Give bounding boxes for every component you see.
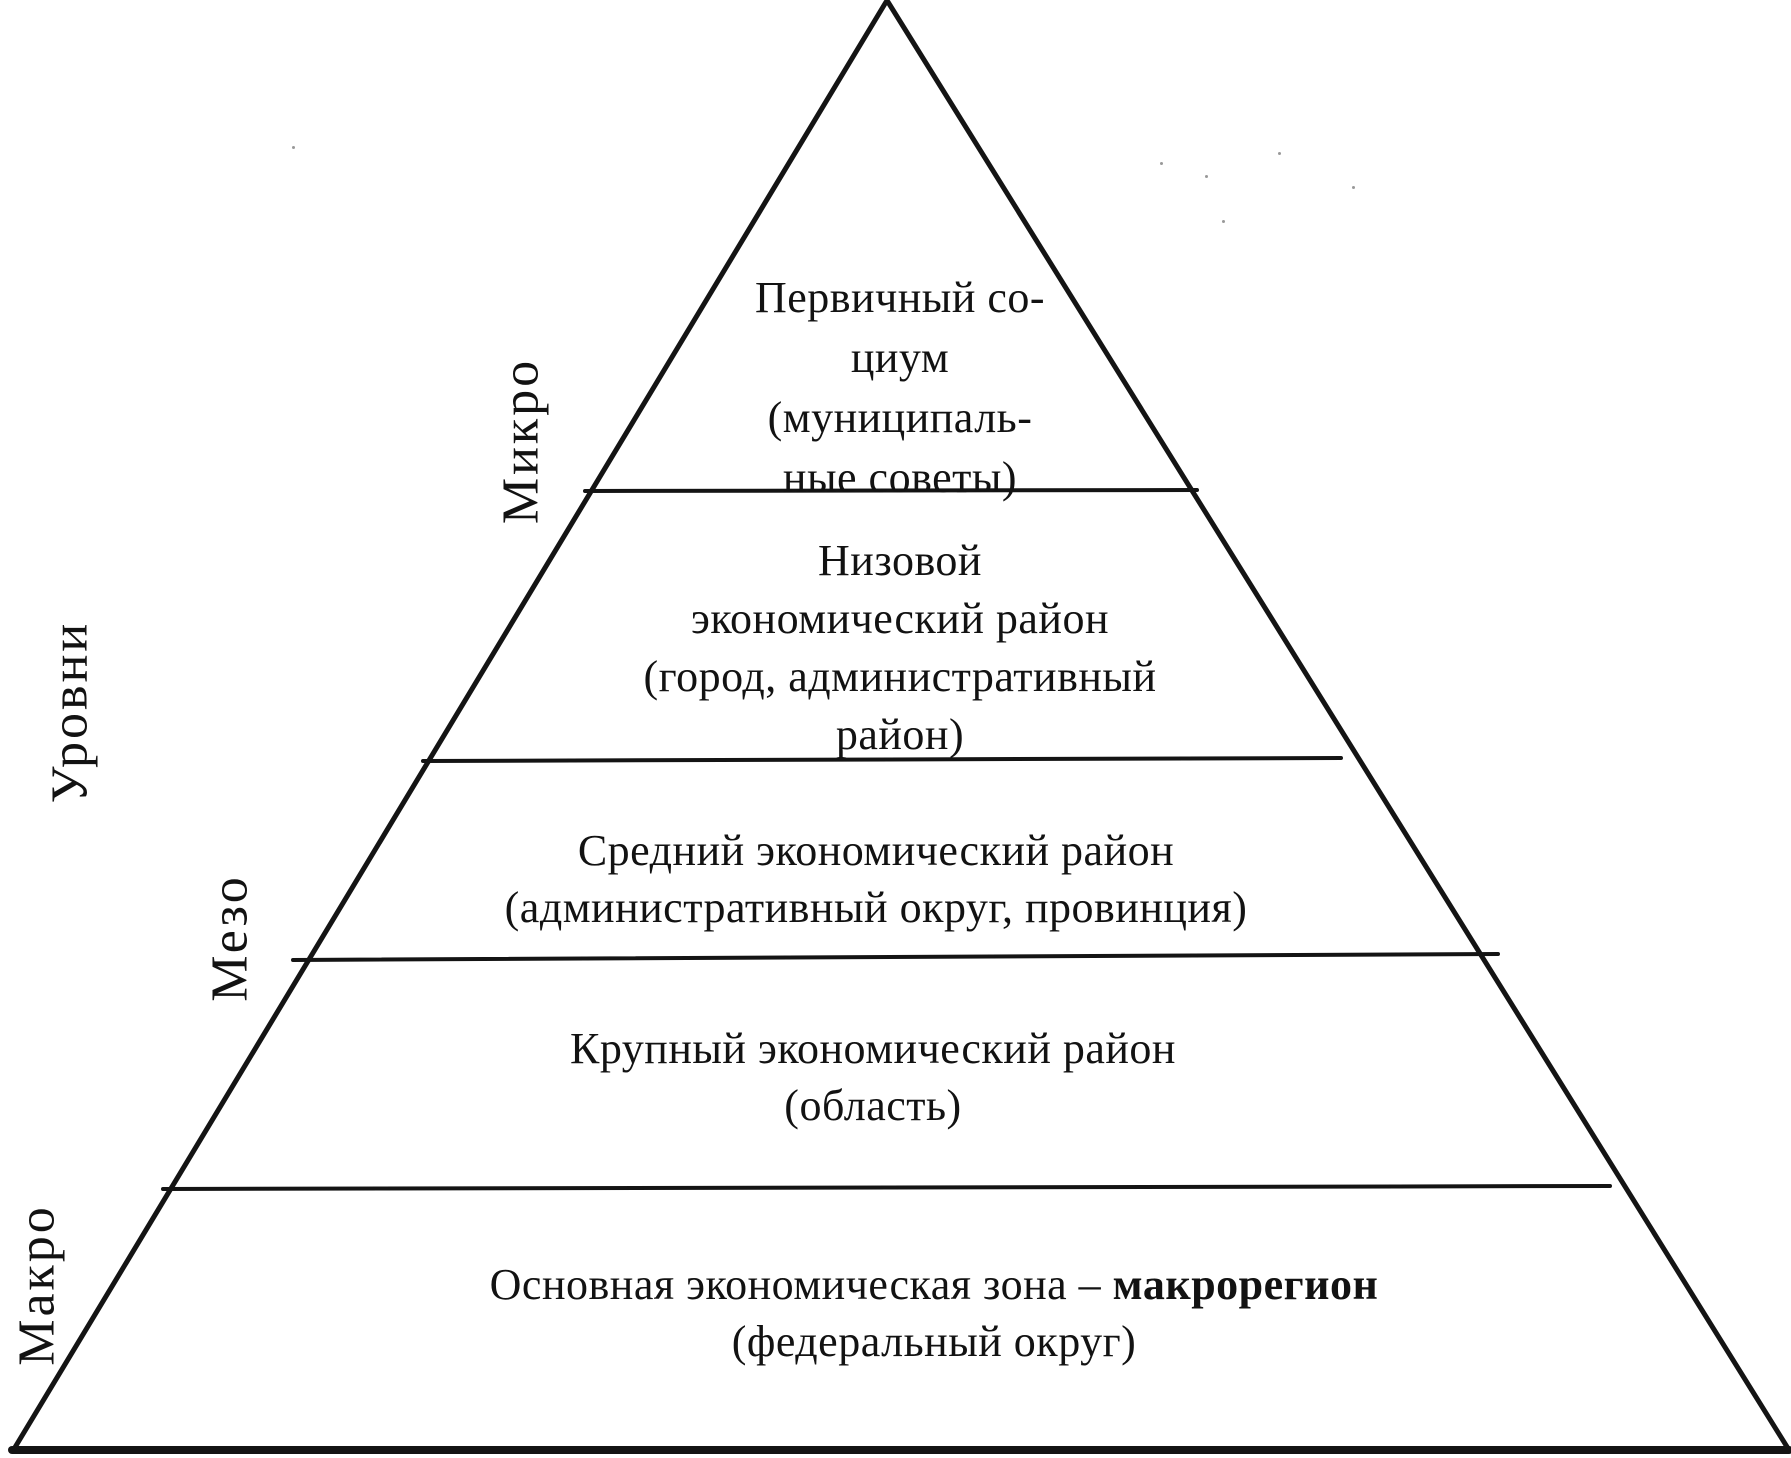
tier-1-primary-socium [755, 268, 1045, 508]
scan-noise-speck [1222, 220, 1225, 223]
tier-5-line-1-bold: макрорегион [1112, 1260, 1379, 1309]
scan-noise-speck [1352, 186, 1355, 189]
tier-3-middle-economic-district [505, 822, 1248, 936]
tier-2-line-2: экономический район [690, 594, 1110, 643]
axis-label-levels: Уровни [41, 620, 99, 804]
tier-3-line-2: (административный округ, провинция) [504, 883, 1248, 932]
level-label-macro: Макро [8, 1204, 66, 1366]
tier-1-line-4: ные советы) [782, 453, 1018, 502]
scan-noise-speck [1160, 162, 1163, 165]
tier-5-line-1 [490, 1256, 1379, 1313]
tier-4-line-1: Крупный экономический район [570, 1024, 1176, 1073]
level-label-meso: Мезо [201, 874, 259, 1002]
level-label-micro: Микро [492, 357, 550, 525]
tier-5-main-economic-zone [490, 1256, 1379, 1370]
tier-1-line-2: циум [850, 333, 950, 382]
tier-divider-4 [163, 1186, 1610, 1189]
scan-noise-speck [1205, 175, 1208, 178]
scan-noise-speck [292, 146, 295, 149]
tier-4-large-economic-district [570, 1020, 1176, 1134]
tier-5-line-1-prefix: Основная экономическая зона – [489, 1260, 1113, 1309]
tier-2-line-1: Низовой [818, 536, 982, 585]
tier-3-line-1: Средний экономический район [577, 826, 1175, 875]
tier-2-line-3: (город, административный [643, 652, 1157, 701]
tier-2-line-4: район) [835, 710, 965, 759]
tier-1-line-3: (муниципаль- [767, 393, 1033, 442]
tier-2-lower-economic-district [643, 532, 1156, 764]
tier-divider-3 [293, 954, 1498, 960]
tier-5-line-2: (федеральный округ) [731, 1317, 1137, 1366]
tier-4-line-2: (область) [784, 1081, 962, 1130]
scan-noise-speck [1278, 152, 1281, 155]
tier-1-line-1: Первичный со- [754, 273, 1046, 322]
